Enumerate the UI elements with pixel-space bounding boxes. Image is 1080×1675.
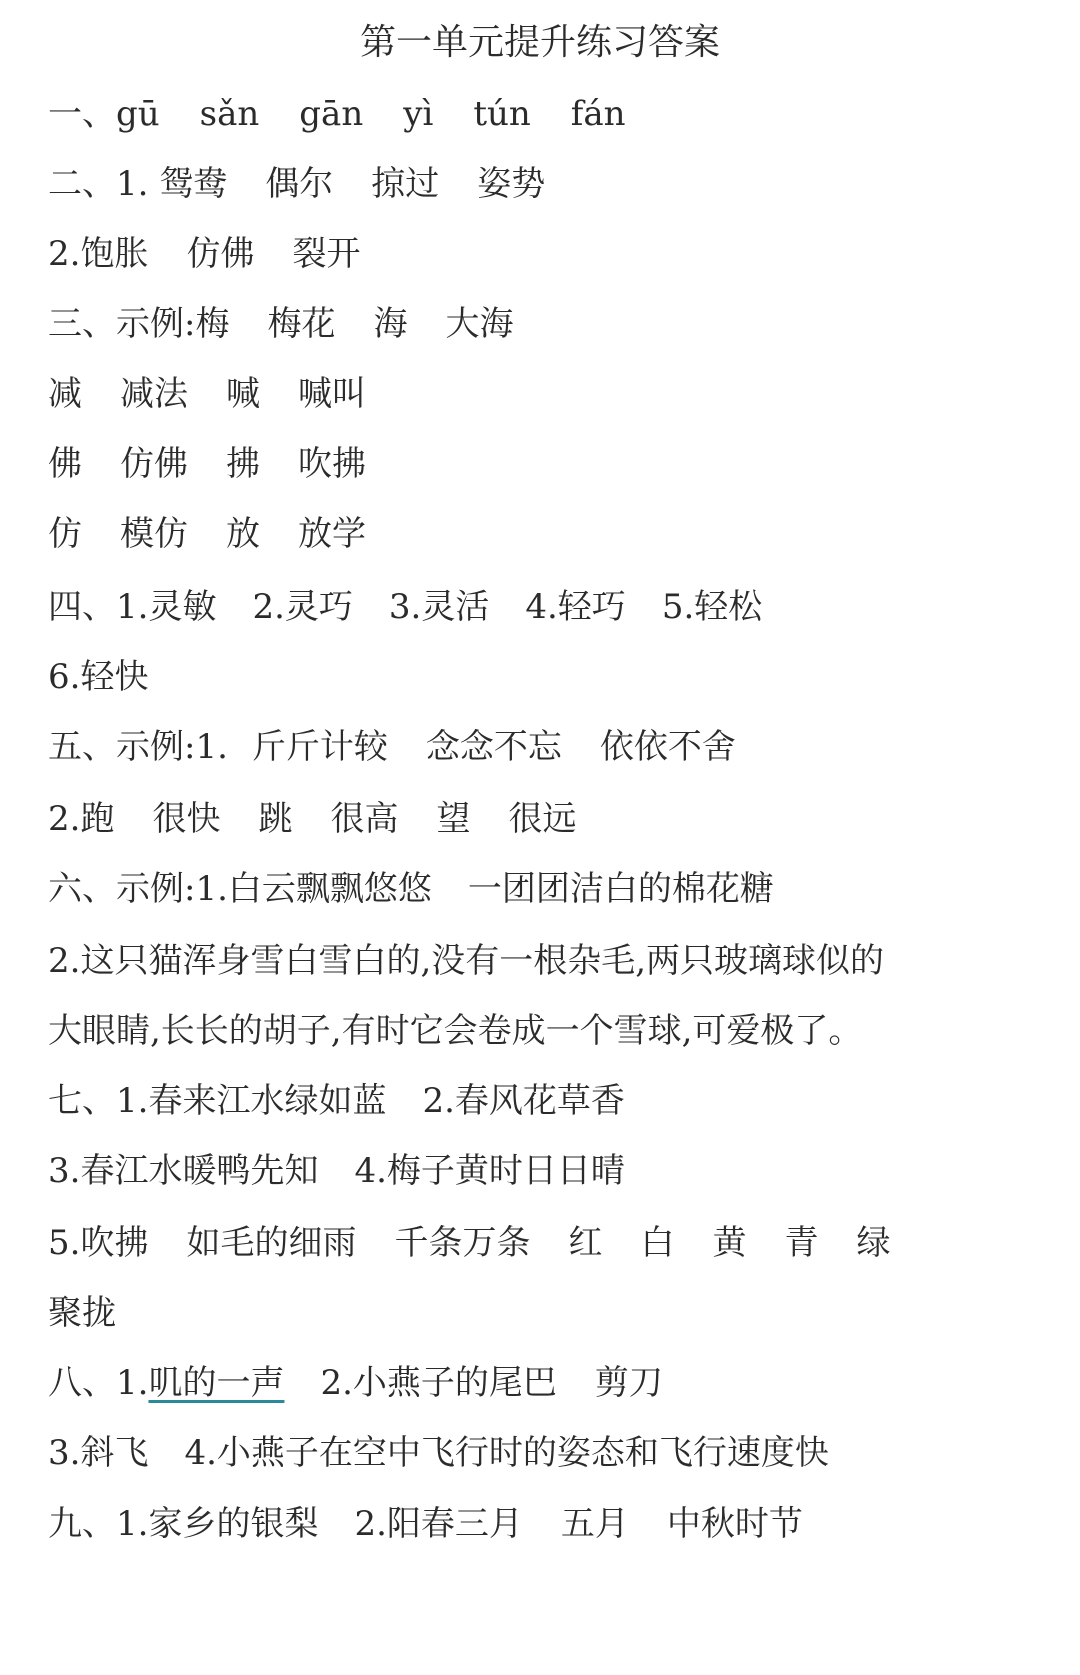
answer-item: 红	[568, 1223, 603, 1263]
answer-item: 放	[226, 514, 260, 554]
answer-item: 拂	[226, 444, 260, 484]
answer-item: 裂开	[292, 234, 361, 274]
answer-item: 喊叫	[298, 374, 366, 414]
answer-item: 五、示例:1.	[48, 727, 228, 767]
answer-item: 5.吹拂	[48, 1223, 149, 1263]
answer-item: 2.春风花草香	[422, 1081, 625, 1121]
answer-line-9	[48, 653, 148, 701]
answer-line-17	[48, 1219, 890, 1267]
answer-item: 斤斤计较	[251, 727, 388, 767]
page-title: 第一单元提升练习答案	[359, 22, 720, 63]
answer-item: 一、gū	[48, 94, 160, 134]
answer-line-15	[48, 1077, 625, 1125]
answer-line-13	[48, 937, 884, 985]
answer-line-1	[48, 90, 626, 138]
answer-line-10	[48, 723, 736, 771]
answer-item: fán	[570, 94, 626, 134]
answer-line-18	[48, 1289, 116, 1337]
answer-item: 白	[640, 1223, 675, 1263]
answer-item: 四、1.灵敏	[48, 587, 217, 627]
answer-item: 二、1. 鸳鸯	[48, 164, 228, 204]
answer-item: 2.饱胀	[48, 234, 149, 274]
answer-item: 很高	[330, 799, 399, 839]
answer-item: 剪刀	[594, 1363, 663, 1403]
answer-item: 吹拂	[298, 444, 366, 484]
answer-item: 很快	[152, 799, 221, 839]
answer-item: 2.灵巧	[252, 587, 353, 627]
answer-item: 放学	[298, 514, 366, 554]
answer-line-20	[48, 1429, 829, 1477]
answer-line-2	[48, 160, 545, 208]
answer-item: 4.轻巧	[525, 587, 626, 627]
answer-item: 黄	[712, 1223, 747, 1263]
answer-item: 仿佛	[120, 444, 188, 484]
answer-item: 很远	[508, 799, 577, 839]
answer-item: 青	[784, 1223, 819, 1263]
answer-item: 千条万条	[394, 1223, 531, 1263]
answer-item: 海	[373, 304, 408, 344]
answer-item: 跳	[258, 799, 293, 839]
answer-item: 七、1.春来江水绿如蓝	[48, 1081, 387, 1121]
answer-item: tún	[473, 94, 531, 134]
underlined-answer: 叽的一声	[148, 1363, 285, 1403]
answer-line-21	[48, 1500, 803, 1548]
answer-item: 大海	[445, 304, 514, 344]
answer-item: 偶尔	[265, 164, 334, 204]
answer-item: 仿	[48, 514, 82, 554]
answer-item: 掠过	[371, 164, 440, 204]
answer-item: 一团团洁白的棉花糖	[467, 869, 774, 909]
answer-item: 五月	[560, 1504, 629, 1544]
answer-item: 3.春江水暖鸭先知	[48, 1151, 319, 1191]
answer-line-7	[48, 510, 366, 558]
answer-item: 2.这只猫浑身雪白雪白的,没有一根杂毛,两只玻璃球似的	[48, 941, 885, 981]
answer-item: 姿势	[477, 164, 546, 204]
answer-item: 梅花	[267, 304, 336, 344]
answer-line-3	[48, 230, 360, 278]
answer-item: 2.跑	[48, 799, 115, 839]
answer-item: 2.小燕子的尾巴	[320, 1363, 557, 1403]
answer-item: 绿	[856, 1223, 891, 1263]
answer-line-4	[48, 300, 513, 348]
answer-item: 中秋时节	[666, 1504, 803, 1544]
answer-line-5	[48, 370, 366, 418]
answer-item: sǎn	[199, 94, 260, 134]
answer-item: 6.轻快	[48, 657, 149, 697]
answer-line-8	[48, 583, 762, 631]
answer-item: 仿佛	[186, 234, 255, 274]
answer-line-12	[48, 865, 774, 913]
answer-item: 如毛的细雨	[186, 1223, 357, 1263]
answer-item: gān	[299, 94, 364, 134]
answer-item: 4.梅子黄时日日晴	[354, 1151, 625, 1191]
answer-item: 依依不舍	[599, 727, 736, 767]
answer-item: 减法	[120, 374, 188, 414]
answer-item: 模仿	[120, 514, 188, 554]
answer-item: 减	[48, 374, 82, 414]
answer-item: 4.小燕子在空中飞行时的姿态和飞行速度快	[184, 1433, 829, 1473]
answer-item: 念念不忘	[425, 727, 562, 767]
answer-item: 5.轻松	[661, 587, 763, 627]
answer-item: 喊	[226, 374, 260, 414]
answer-line-16	[48, 1147, 625, 1195]
answer-line-11	[48, 795, 576, 843]
answer-item: 2.阳春三月	[354, 1504, 523, 1544]
answer-item: 三、示例:梅	[48, 304, 230, 344]
answer-item: 八、1.	[48, 1363, 149, 1403]
answer-line-6	[48, 440, 366, 488]
answer-item: 3.灵活	[388, 587, 490, 627]
answer-item: 九、1.家乡的银梨	[48, 1504, 319, 1544]
answer-item: 望	[436, 799, 471, 839]
answer-item: 3.斜飞	[48, 1433, 149, 1473]
answer-line-14	[48, 1007, 862, 1055]
answer-item: 聚拢	[48, 1293, 116, 1333]
answer-item: 佛	[48, 444, 82, 484]
answer-item: 大眼睛,长长的胡子,有时它会卷成一个雪球,可爱极了。	[48, 1011, 863, 1051]
answer-item: 六、示例:1.白云飘飘悠悠	[48, 869, 432, 909]
answer-item: yì	[403, 94, 434, 134]
answer-line-19	[48, 1359, 663, 1407]
